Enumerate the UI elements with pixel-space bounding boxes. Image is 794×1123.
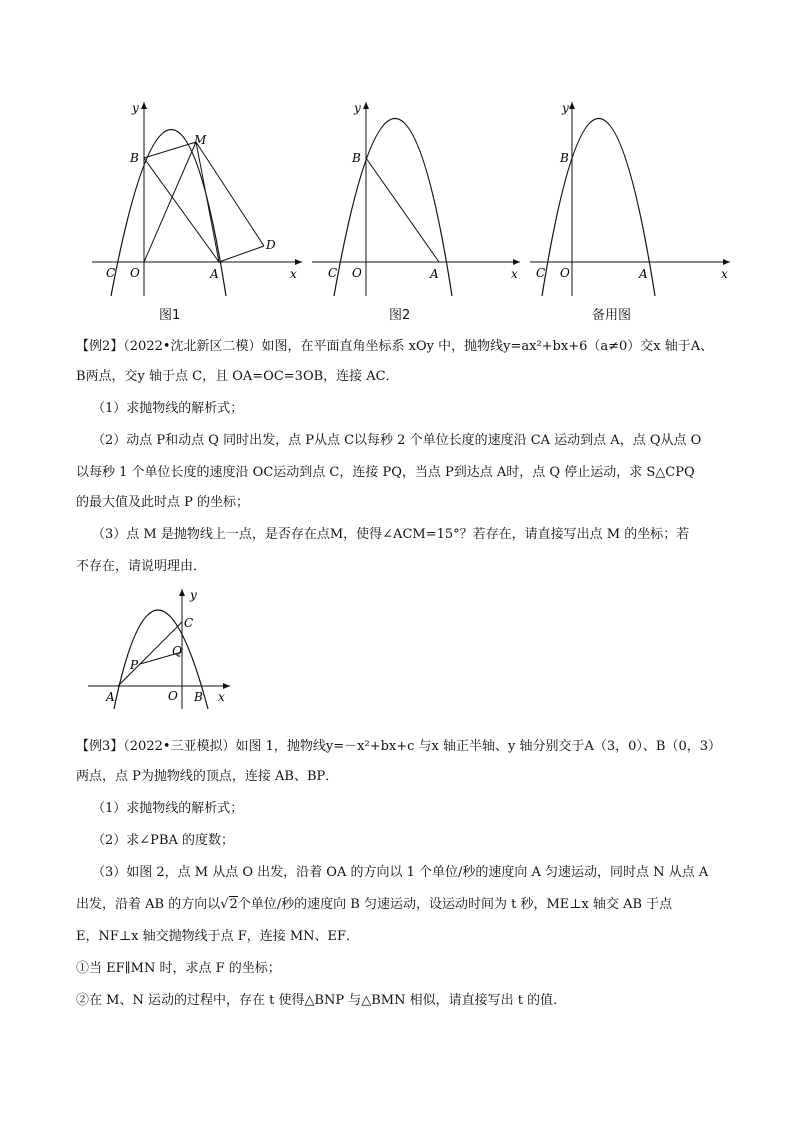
ex2-q1: （1）求抛物线的解析式； — [92, 401, 244, 416]
label-o: O — [130, 266, 140, 280]
ex3-sub2: ②在 M、N 运动的过程中，存在 t 使得△BNP 与△BMN 相似，请直接写出 t 的值． — [76, 993, 567, 1008]
ex2-q2-line3: 的最大值及此时点 P 的坐标； — [76, 495, 250, 510]
label-y: y — [562, 101, 569, 115]
figure-4-graph — [86, 585, 236, 710]
label-c: C — [328, 266, 338, 280]
label-o: O — [560, 266, 570, 280]
label-b: B — [352, 151, 361, 165]
ex2-q2-line2: 以每秒 1 个单位长度的速度沿 OC运动到点 C，连接 PQ，当点 P到达点 A时，点 Q 停止运动，求 S△CPQ — [76, 465, 695, 480]
ex2-q3-line1: （3）点 M 是抛物线上一点，是否存在点M，使得∠ACM=15°？若存在，请直接写出点 M 的坐标；若 — [92, 527, 690, 542]
ex3-q3-line2-start: 出发，沿着 AB 的方向以 — [76, 897, 221, 912]
label-b: B — [194, 690, 203, 704]
figure-1-graph — [88, 96, 308, 301]
label-a: A — [106, 690, 115, 704]
label-x: x — [721, 267, 728, 281]
label-a: A — [639, 267, 648, 281]
label-x: x — [290, 267, 297, 281]
sqrt-radicand: 2 — [229, 897, 238, 912]
figure-1-caption: 图1 — [159, 308, 181, 323]
label-o: O — [168, 689, 178, 703]
ex3-q2: （2）求∠PBA 的度数； — [92, 833, 234, 848]
ex2-q2-line1: （2）动点 P和动点 Q 同时出发，点 P从点 C以每秒 2 个单位长度的速度沿 CA 运动到点 A，点 Q从点 O — [92, 433, 702, 448]
label-a: A — [430, 267, 439, 281]
ex2-q3-line2: 不存在，请说明理由． — [76, 559, 207, 574]
label-b: B — [130, 151, 139, 165]
figure-2-caption: 图2 — [389, 308, 411, 323]
ex3-q3-line2 — [76, 896, 726, 914]
parabola — [111, 130, 226, 297]
ex2-intro-line1: 【例2】（2022•沈北新区二模）如图，在平面直角坐标系 xOy 中，抛物线y=ax²+bx+6（a≠0）交x 轴于A、 — [76, 339, 714, 354]
label-b: B — [560, 151, 569, 165]
figure-3 — [528, 96, 738, 301]
label-p: P — [130, 658, 139, 672]
ex3-intro-line2: 两点，点 P为抛物线的顶点，连接 AB、BP． — [76, 769, 339, 784]
ex3-q3-line1: （3）如图 2，点 M 从点 O 出发，沿着 OA 的方向以 1 个单位/秒的速度向 A 匀速运动，同时点 N 从点 A — [92, 865, 709, 880]
label-c: C — [536, 266, 546, 280]
ex2-intro-line2: B两点，交y 轴于点 C，且 OA=OC=3OB，连接 AC． — [76, 369, 399, 384]
figure-3-caption: 备用图 — [592, 308, 632, 323]
label-c: C — [106, 266, 116, 280]
ex3-intro-line1: 【例3】（2022•三亚模拟）如图 1，抛物线y=－x²+bx+c 与x 轴正半轴、y 轴分别交于A（3，0）、B（0，3） — [76, 739, 722, 754]
label-x: x — [511, 267, 518, 281]
ex3-sub1: ①当 EF∥MN 时，求点 F 的坐标； — [76, 961, 281, 976]
ex3-q3-line3: E，NF⊥x 轴交抛物线于点 F，连接 MN、EF． — [76, 929, 360, 944]
label-m: M — [194, 133, 207, 147]
label-a: A — [210, 267, 219, 281]
figure-1 — [88, 96, 308, 301]
figure-2-graph — [310, 96, 525, 301]
figure-3-graph — [528, 96, 738, 301]
label-o: O — [352, 266, 362, 280]
figure-4 — [86, 585, 236, 710]
label-x: x — [218, 690, 225, 704]
figure-2 — [310, 96, 525, 301]
label-d: D — [266, 238, 276, 252]
ex3-q1: （1）求抛物线的解析式； — [92, 801, 244, 816]
sqrt-sign: √ — [220, 897, 229, 912]
label-y: y — [190, 588, 197, 602]
label-y: y — [354, 101, 361, 115]
label-y: y — [132, 101, 139, 115]
segment-om — [144, 142, 196, 262]
segment-ba — [366, 158, 439, 262]
label-c: C — [184, 616, 194, 630]
ex3-q3-line2-end: 个单位/秒的速度向 B 匀速运动，设运动时间为 t 秒，ME⊥x 轴交 AB 于点 — [237, 897, 673, 912]
segment-ad — [219, 246, 264, 262]
label-q: Q — [172, 644, 182, 658]
